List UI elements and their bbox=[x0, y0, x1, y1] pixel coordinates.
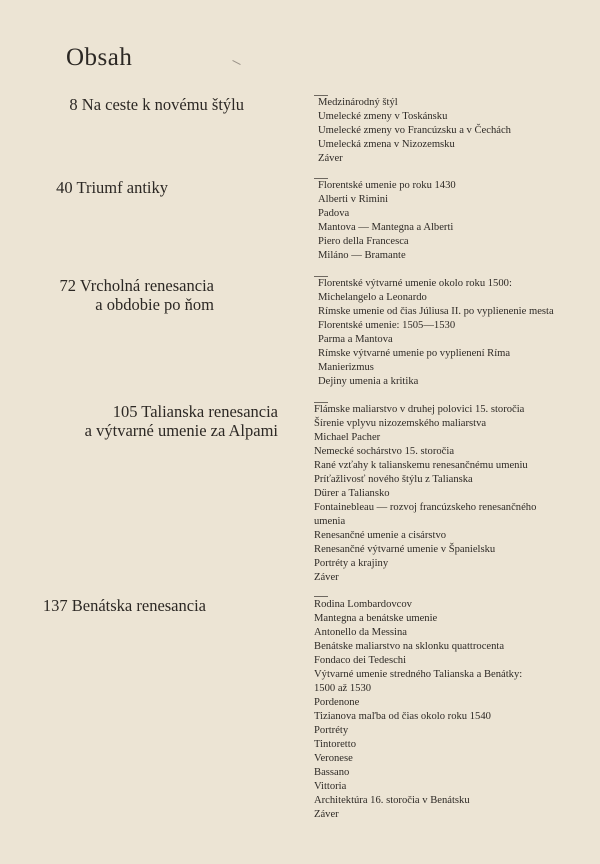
list-item: Florentské umenie: 1505—1530 bbox=[318, 320, 456, 331]
subsection-list bbox=[314, 598, 522, 822]
section-title bbox=[69, 95, 244, 114]
subsection-list bbox=[318, 277, 554, 389]
section-title-line: 137 Benátska renesancia bbox=[42, 596, 206, 615]
list-item: Rímske výtvarné umenie po vyplienení Ríma bbox=[318, 348, 511, 359]
list-item: Manierizmus bbox=[318, 362, 374, 373]
section-title bbox=[60, 276, 214, 314]
list-item: Benátske maliarstvo na sklonku quattrocenta bbox=[314, 641, 505, 652]
section-title-line: 8 Na ceste k novému štýlu bbox=[69, 95, 244, 114]
list-item: Renesančné výtvarné umenie v Španielsku bbox=[314, 544, 496, 555]
list-item: Parma a Mantova bbox=[318, 334, 393, 345]
list-item: Antonello da Messina bbox=[314, 627, 407, 638]
list-item: Padova bbox=[318, 208, 350, 219]
section-title-line: a výtvarné umenie za Alpami bbox=[84, 421, 278, 440]
list-item: Mantova — Mantegna a Alberti bbox=[318, 222, 454, 233]
list-item: Umelecké zmeny vo Francúzsku a v Čechách bbox=[318, 125, 511, 136]
section-title-line: 72 Vrcholná renesancia bbox=[59, 276, 214, 295]
list-item: Fondaco dei Tedeschi bbox=[314, 655, 407, 666]
section-title bbox=[85, 402, 278, 440]
pencil-mark bbox=[232, 60, 240, 65]
list-item: Šírenie vplyvu nizozemského maliarstva bbox=[314, 418, 487, 429]
list-item: Vittoria bbox=[314, 781, 347, 792]
section-title-line: a obdobie po ňom bbox=[95, 295, 214, 314]
list-item: umenia bbox=[314, 516, 346, 527]
list-item: Michael Pacher bbox=[314, 432, 381, 443]
list-item: Architektúra 16. storočia v Benátsku bbox=[314, 795, 470, 806]
list-item: Dejiny umenia a kritika bbox=[318, 376, 419, 387]
section-title bbox=[56, 178, 168, 197]
list-item: Piero della Francesca bbox=[318, 236, 409, 247]
list-item: Umelecká zmena v Nizozemsku bbox=[318, 139, 455, 150]
list-item: Medzinárodný štýl bbox=[318, 97, 398, 108]
list-item: Portréty a krajiny bbox=[314, 558, 389, 569]
list-item: Fontainebleau — rozvoj francúzskeho renesančného bbox=[314, 502, 537, 513]
list-item: Rané vzťahy k talianskemu renesančnému umeniu bbox=[314, 460, 528, 471]
section-title-line: 40 Triumf antiky bbox=[56, 178, 168, 197]
page-title: Obsah bbox=[66, 44, 133, 71]
list-item: Mantegna a benátske umenie bbox=[314, 613, 438, 624]
list-item: Rímske umenie od čias Júliusa II. po vyplienenie mesta bbox=[318, 306, 554, 317]
subsection-list bbox=[314, 403, 536, 585]
list-item: Michelangelo a Leonardo bbox=[318, 292, 427, 303]
list-item: Umelecké zmeny v Toskánsku bbox=[318, 111, 448, 122]
list-item: Veronese bbox=[314, 753, 353, 764]
list-item: Rodina Lombardovcov bbox=[314, 599, 412, 610]
list-item: Flámske maliarstvo v druhej polovici 15. storočia bbox=[314, 404, 525, 415]
list-item: Tizianova maľba od čias okolo roku 1540 bbox=[314, 711, 491, 722]
list-item: Záver bbox=[318, 153, 343, 164]
list-item: Portréty bbox=[314, 725, 349, 736]
list-item: Záver bbox=[314, 572, 339, 583]
list-item: Tintoretto bbox=[314, 739, 356, 750]
list-item: 1500 až 1530 bbox=[314, 683, 372, 694]
list-item: Alberti v Rimini bbox=[318, 194, 389, 205]
list-item: Dürer a Taliansko bbox=[314, 488, 390, 499]
list-item: Nemecké sochárstvo 15. storočia bbox=[314, 446, 455, 457]
list-item: Renesančné umenie a cisárstvo bbox=[314, 530, 447, 541]
list-item: Pordenone bbox=[314, 697, 360, 708]
list-item: Bassano bbox=[314, 767, 350, 778]
section-title-line: 105 Talianska renesancia bbox=[112, 402, 278, 421]
list-item: Záver bbox=[314, 809, 339, 820]
list-item: Príťažlivosť nového štýlu z Talianska bbox=[314, 474, 473, 485]
section-divider bbox=[314, 596, 328, 597]
list-item: Výtvarné umenie stredného Talianska a Benátky: bbox=[314, 669, 523, 680]
subsection-list bbox=[318, 96, 511, 166]
list-item: Florentské výtvarné umenie okolo roku 1500: bbox=[318, 278, 512, 289]
subsection-list bbox=[318, 179, 456, 263]
list-item: Florentské umenie po roku 1430 bbox=[318, 180, 456, 191]
list-item: Miláno — Bramante bbox=[318, 250, 406, 261]
section-title bbox=[43, 596, 206, 615]
